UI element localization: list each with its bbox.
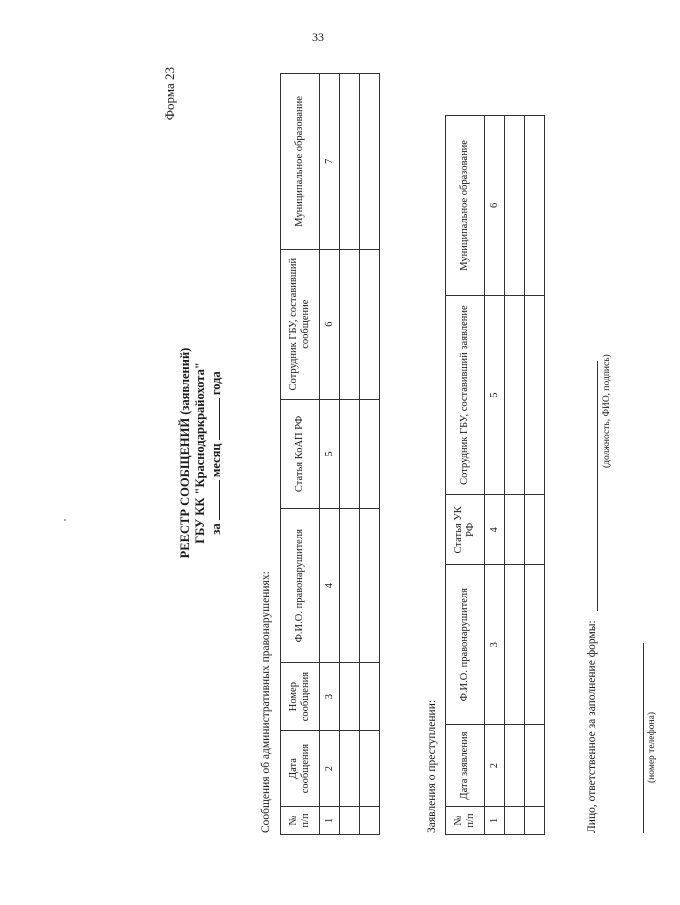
empty-cell [359,73,379,249]
admin-empty-row [339,73,359,834]
admin-header-cell: Номер сообщения [280,662,319,730]
admin-number-cell: 5 [319,399,339,509]
crime-number-cell: 5 [484,295,504,495]
admin-number-row [319,73,339,834]
crime-header-row [445,115,484,834]
crime-section-caption: Заявления о преступлении: [425,699,438,833]
crime-empty-row [524,115,544,834]
admin-header-cell: Дата сообщения [280,730,319,806]
title-line-2: ГБУ КК "Краснодаркрайохота" [192,361,207,544]
crime-number-cell: 6 [484,115,504,295]
title-line-1: РЕЕСТР СООБЩЕНИЙ (заявлений) [177,347,192,558]
crime-number-cell: 2 [484,724,504,806]
form-label: Форма 23 [161,66,177,120]
admin-empty-row [359,73,379,834]
empty-cell [359,399,379,509]
empty-cell [339,249,359,399]
rotated-form-content [160,53,680,853]
empty-cell [524,564,544,724]
empty-cell [504,295,524,495]
crime-header-cell: № п/п [445,806,484,834]
empty-cell [524,806,544,834]
crime-number-cell: 1 [484,806,504,834]
page-number: 33 [312,30,324,44]
period-blank-1 [208,480,220,520]
admin-header-cell: Ф.И.О. правонарушителя [280,508,319,662]
admin-header-row [280,73,319,834]
empty-cell [359,806,379,834]
responsible-label: Лицо, ответственное за заполнение формы: [585,619,598,833]
empty-cell [359,508,379,662]
empty-cell [524,115,544,295]
admin-header-cell: Статья КоАП РФ [280,399,319,509]
crime-number-cell: 4 [484,494,504,564]
empty-cell [504,494,524,564]
empty-cell [339,399,359,509]
admin-header-cell: Муниципальное образование [280,73,319,249]
signature-caption: (должность, ФИО, подпись) [601,353,612,468]
empty-cell [359,249,379,399]
empty-cell [504,806,524,834]
empty-cell [524,295,544,495]
empty-cell [504,564,524,724]
empty-cell [504,724,524,806]
period-blank-2 [208,398,220,440]
title-block [178,53,224,853]
empty-cell [524,494,544,564]
crime-empty-row [504,115,524,834]
crime-register-table [445,115,545,835]
period-year: года [208,370,223,395]
admin-header-cell: Сотрудник ГБУ, составивший сообщение [280,249,319,399]
empty-cell [359,662,379,730]
admin-number-cell: 3 [319,662,339,730]
admin-number-cell: 6 [319,249,339,399]
admin-section-caption: Сообщения об административных правонарушениях: [259,570,272,833]
admin-header-cell: № п/п [280,806,319,834]
empty-cell [504,115,524,295]
crime-header-cell: Сотрудник ГБУ, составивший заявление [445,295,484,495]
empty-cell [339,806,359,834]
phone-caption: (номер телефона) [646,711,657,783]
title-period [208,53,224,853]
scan-speck [64,519,66,521]
empty-cell [339,508,359,662]
phone-field [643,643,644,833]
admin-number-cell: 2 [319,730,339,806]
period-month: месяц [208,442,223,477]
admin-number-cell: 7 [319,73,339,249]
empty-cell [524,724,544,806]
responsible-person-line [585,361,598,833]
admin-number-cell: 4 [319,508,339,662]
crime-number-cell: 3 [484,564,504,724]
empty-cell [359,730,379,806]
crime-header-cell: Дата заявления [445,724,484,806]
empty-cell [339,662,359,730]
admin-number-cell: 1 [319,806,339,834]
crime-header-cell: Муниципальное образование [445,115,484,295]
period-za: за [208,522,223,535]
crime-header-cell: Статья УК РФ [445,494,484,564]
empty-cell [339,73,359,249]
empty-cell [339,730,359,806]
signature-field [585,361,598,611]
admin-register-table [280,73,380,835]
crime-number-row [484,115,504,834]
crime-header-cell: Ф.И.О. правонарушителя [445,564,484,724]
